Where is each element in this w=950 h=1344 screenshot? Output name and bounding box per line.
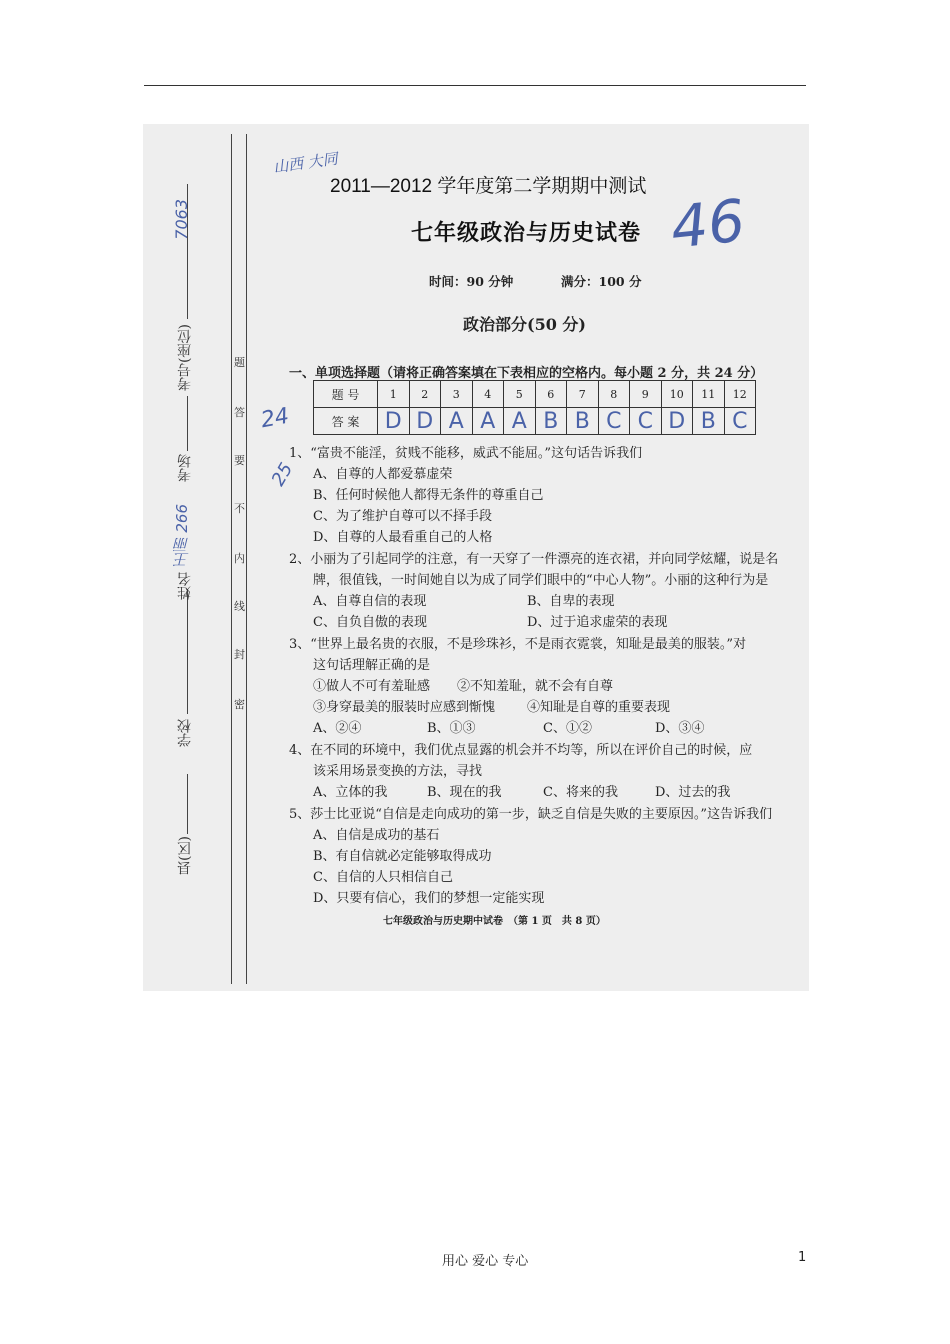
answer-cell: B <box>693 408 725 435</box>
table-cell: 5 <box>504 381 536 408</box>
seal-char: 题 <box>234 356 245 369</box>
table-cell: 1 <box>378 381 410 408</box>
exam-title: 2011—2012 学年度第二学期期中测试 <box>330 176 647 197</box>
header-rule <box>144 85 806 86</box>
exam-room-blank <box>187 396 188 451</box>
question-option: D、自尊的人最看重自己的人格 <box>313 530 493 545</box>
seal-char: 封 <box>234 648 245 661</box>
handwritten-margin-mark: 25 <box>267 459 298 490</box>
binding-line-inner <box>246 134 247 984</box>
question-option: A、立体的我 <box>313 785 388 800</box>
seal-char: 要 <box>234 454 245 467</box>
question-option: C、将来的我 <box>543 785 618 800</box>
answer-cell: A <box>472 408 504 435</box>
table-cell: 3 <box>441 381 473 408</box>
answer-table <box>313 380 756 435</box>
question-item: ②不知羞耻，就不会有自尊 <box>457 679 614 694</box>
table-cell: 题 号 <box>314 381 378 408</box>
question-item: ①做人不可有羞耻感 <box>313 679 431 694</box>
question-option: D、过于追求虚荣的表现 <box>527 615 668 630</box>
answer-table-answer-row <box>314 408 756 435</box>
question-option: A、自信是成功的基石 <box>313 828 440 843</box>
handwritten-name: 王丽 266 <box>173 504 191 568</box>
question-option: A、自尊的人都爱慕虚荣 <box>313 467 453 482</box>
question-stem: 4、在不同的环境中，我们优点显露的机会并不均等，所以在评价自己的时候，应 <box>289 743 753 758</box>
question-option: C、为了维护自尊可以不择手段 <box>313 509 492 524</box>
section-heading: 一、单项选择题（请将正确答案填在下表相应的空格内。每小题 2 分，共 24 分） <box>289 366 764 381</box>
handwritten-region-note: 山西 大同 <box>272 149 339 177</box>
school-label: 学校 <box>177 719 193 747</box>
exam-subtitle: 七年级政治与历史试卷 <box>411 220 642 246</box>
answer-cell: B <box>535 408 567 435</box>
county-blank <box>187 774 188 834</box>
question-stem: 1、“富贵不能淫，贫贱不能移，威武不能屈。”这句话告诉我们 <box>289 446 643 461</box>
question-option: C、①② <box>543 721 592 736</box>
seal-char: 线 <box>234 600 245 613</box>
answer-cell: D <box>661 408 693 435</box>
question-stem-continued: 该采用场景变换的方法，寻找 <box>313 764 483 779</box>
answer-table-header-row <box>314 381 756 408</box>
question-option: C、自负自傲的表现 <box>313 615 427 630</box>
sheet-footer: 七年级政治与历史期中试卷 （第 1 页 共 8 页） <box>383 916 606 927</box>
page-number: 1 <box>798 1250 807 1265</box>
seal-char: 不 <box>234 502 245 515</box>
table-cell: 9 <box>630 381 662 408</box>
answer-cell: A <box>441 408 473 435</box>
table-cell: 6 <box>535 381 567 408</box>
question-option: C、自信的人只相信自己 <box>313 870 453 885</box>
answer-cell: A <box>504 408 536 435</box>
handwritten-exam-number: 7063 <box>172 199 191 240</box>
table-cell: 2 <box>409 381 441 408</box>
seal-char: 答 <box>234 406 245 419</box>
question-option: A、自尊自信的表现 <box>313 594 427 609</box>
question-stem: 5、莎士比亚说“自信是走向成功的第一步，缺乏自信是失败的主要原因。”这告诉我们 <box>289 807 773 822</box>
name-label: 姓名 <box>177 572 193 600</box>
handwritten-score: 46 <box>667 186 749 262</box>
question-option: D、只要有信心，我们的梦想一定能实现 <box>313 891 545 906</box>
question-stem-continued: 牌，很值钱，一时间她自以为成了同学们眼中的“中心人物”。小丽的这种行为是 <box>313 573 769 588</box>
question-option: A、②④ <box>313 721 362 736</box>
scanned-exam-sheet <box>143 124 809 991</box>
table-cell: 4 <box>472 381 504 408</box>
table-cell: 7 <box>567 381 599 408</box>
school-blank <box>187 589 188 714</box>
exam-time: 时间：90 分钟 <box>429 274 514 289</box>
answer-cell: D <box>409 408 441 435</box>
exam-room-label: 考场 <box>177 454 193 482</box>
question-option: D、③④ <box>655 721 705 736</box>
table-cell: 8 <box>598 381 630 408</box>
seal-char: 内 <box>234 552 245 565</box>
question-stem: 2、小丽为了引起同学的注意，有一天穿了一件漂亮的连衣裙，并向同学炫耀，说是名 <box>289 552 779 567</box>
answer-cell: B <box>567 408 599 435</box>
page-footer-motto: 用心 爱心 专心 <box>442 1254 529 1269</box>
question-option: D、过去的我 <box>655 785 731 800</box>
question-stem-continued: 这句话理解正确的是 <box>313 658 431 673</box>
question-stem: 3、“世界上最名贵的衣服，不是珍珠衫，不是雨衣霓裳，知耻是最美的服装。”对 <box>289 637 747 652</box>
question-option: B、任何时候他人都得无条件的尊重自己 <box>313 488 544 503</box>
table-cell: 12 <box>724 381 756 408</box>
exam-full-score: 满分：100 分 <box>561 274 642 289</box>
question-item: ④知耻是自尊的重要表现 <box>527 700 671 715</box>
binding-line-outer <box>231 134 232 984</box>
question-option: B、自卑的表现 <box>527 594 615 609</box>
question-item: ③身穿最美的服装时应感到惭愧 <box>313 700 496 715</box>
question-option: B、现在的我 <box>427 785 502 800</box>
answer-cell: C <box>598 408 630 435</box>
part-heading: 政治部分(50 分) <box>463 315 586 334</box>
table-cell: 10 <box>661 381 693 408</box>
answer-cell: C <box>724 408 756 435</box>
question-option: B、①③ <box>427 721 476 736</box>
table-cell: 答 案 <box>314 408 378 435</box>
exam-number-label: 考号(座位) <box>177 324 193 391</box>
seal-char: 密 <box>234 698 245 711</box>
table-cell: 11 <box>693 381 725 408</box>
answer-cell: C <box>630 408 662 435</box>
handwritten-margin-mark: 24 <box>259 403 291 434</box>
question-option: B、有自信就必定能够取得成功 <box>313 849 492 864</box>
county-label: 县(区) <box>177 836 193 875</box>
answer-cell: D <box>378 408 410 435</box>
